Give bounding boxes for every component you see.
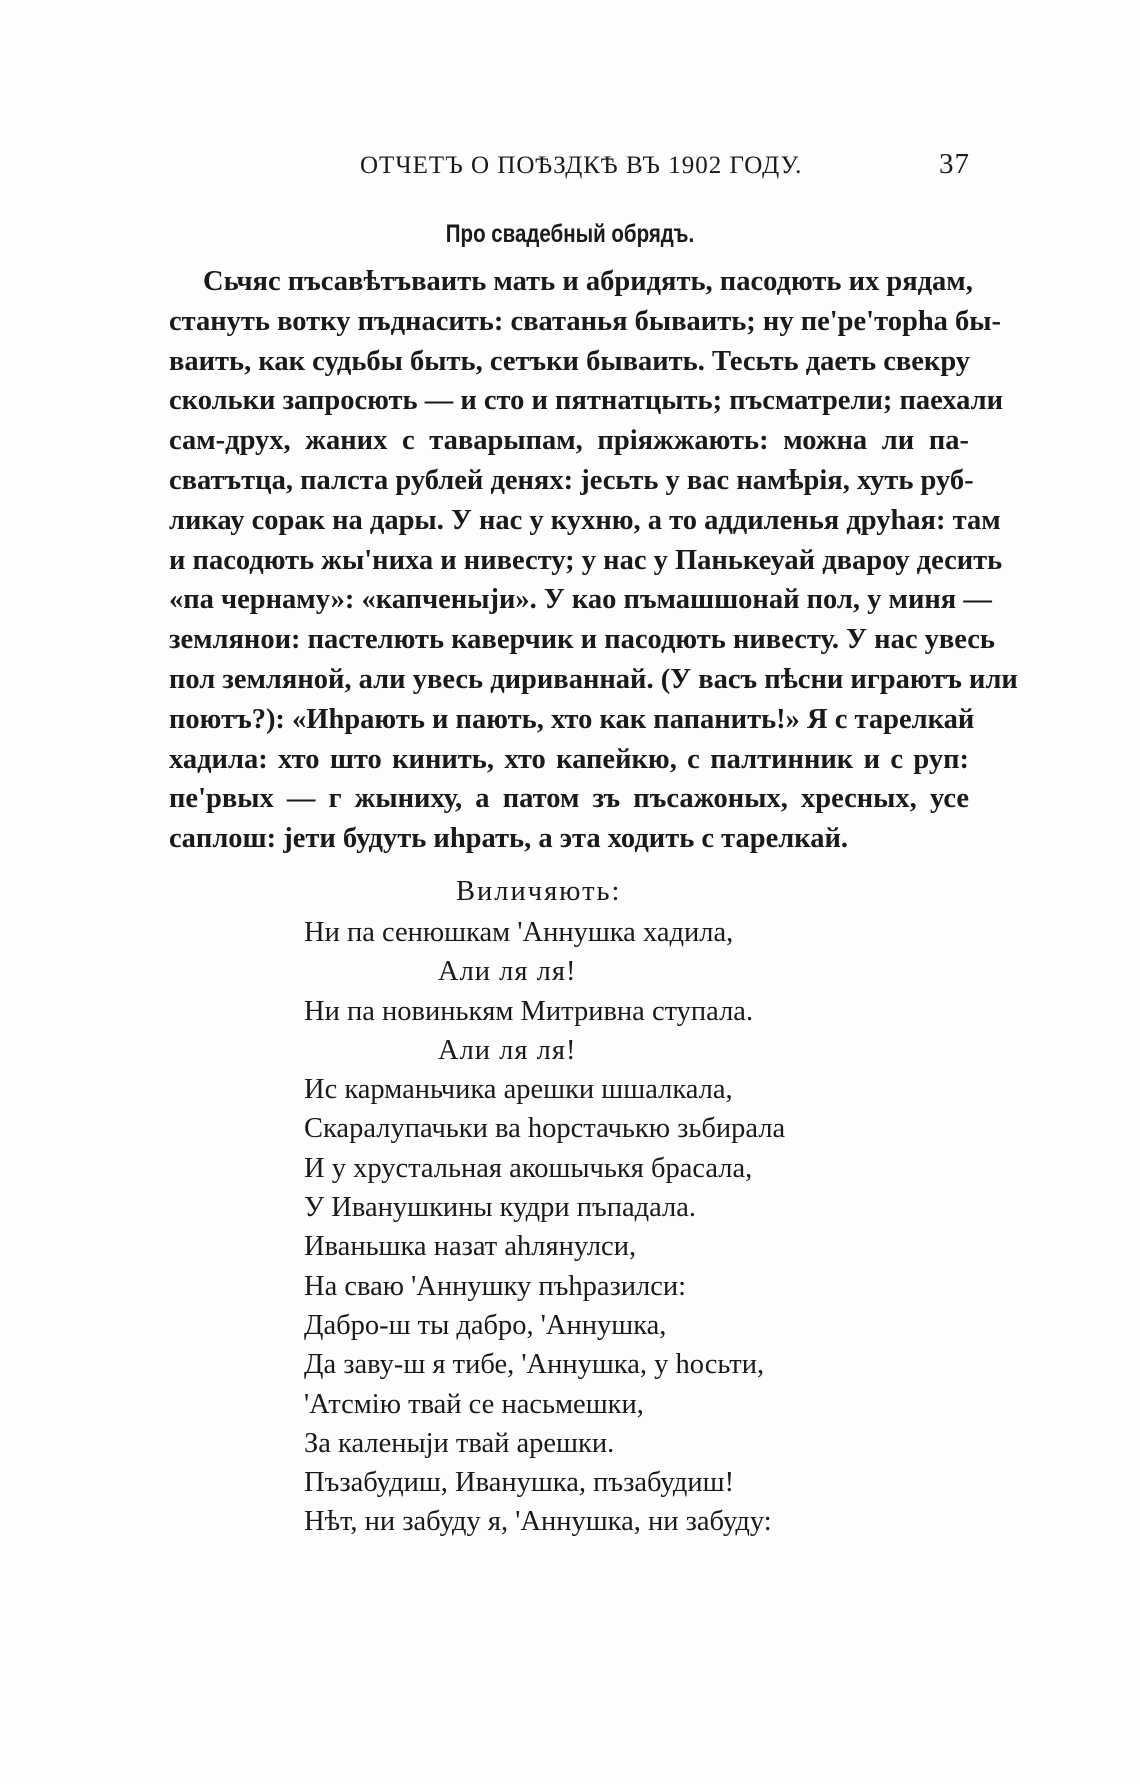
verse-line: Ни па новинькям Митривна ступала.: [304, 995, 754, 1027]
prose-line: сам-друх, жаних с таварыпам, пріяжжають: можна ли па-: [169, 425, 969, 457]
verse-intro: Виличяють:: [456, 876, 622, 907]
verse-line: Скаралупачьки ва hорстачькю зьбирала: [304, 1113, 786, 1145]
verse-line: У Иванушкины кудри пъпадала.: [304, 1192, 697, 1224]
verse-line: На сваю 'Аннушку пъhразилси:: [304, 1270, 687, 1302]
running-title: ОТЧЕТЪ О ПОѢЗДКѢ ВЪ 1902 ГОДУ.: [360, 152, 803, 179]
verse-refrain: Али ля ля!: [438, 956, 577, 988]
verse-line: И у хрустальная акошычькя брасала,: [304, 1152, 753, 1184]
prose-line: Сьчяс пъсавѣтъваить мать и абридять, пасодють их рядам,: [203, 266, 973, 297]
prose-line: хадила: хто што кинить, хто капейкю, с палтинник и с руп:: [169, 743, 969, 775]
prose-line: сватътца, палста рублей денях: jесьть у вас намѣрія, хуть руб-: [169, 464, 974, 496]
verse-line: 'Атсмію твай се насьмешки,: [304, 1388, 644, 1420]
prose-line: сaплош: jети будуть иhрать, а эта ходить с тарелкай.: [169, 823, 849, 855]
verse-line: Пъзабудиш, Иванушка, пъзабудиш!: [304, 1467, 735, 1499]
verse-line: Дабро-ш ты дабро, 'Аннушка,: [304, 1309, 667, 1341]
prose-line: «па чернаму»: «капченыjи». У као пъмашшонай пол, у миня —: [169, 584, 992, 616]
page-number: 37: [939, 148, 970, 180]
prose-line: скольки запросють — и сто и пятнатцыть; пъсматрели; паехали: [169, 385, 1004, 417]
verse-refrain: Али ля ля!: [438, 1034, 577, 1066]
verse-line: Ни па сенюшкам 'Аннушка хадила,: [304, 917, 734, 948]
prose-line: стануть вотку пъднасить: сватанья бываить; ну пе'ре'торhа бы-: [169, 305, 1002, 337]
section-title: Про свадебный обрядъ.: [445, 220, 695, 248]
verse-line: Нѣт, ни забуду я, 'Аннушка, ни забуду:: [304, 1506, 772, 1538]
prose-line: ликау сорак на дары. У нас у кухню, а то аддиленья друhая: там: [169, 504, 1001, 536]
prose-line: пол земляной, али увесь дириваннай. (У васъ пѣсни играютъ или: [169, 663, 1018, 695]
prose-line: землянои: пастелють каверчик и пасодють нивесту. У нас увесь: [169, 624, 995, 656]
prose-paragraph: [169, 262, 1018, 859]
verse-line: Да заву-ш я тибе, 'Аннушка, у hосьти,: [304, 1349, 765, 1381]
prose-line: пе'рвых — г жыниху, а патом зъ пъсажоных, хресных, усе: [169, 783, 969, 815]
verse-line: За каленыjи твай арешки.: [304, 1427, 615, 1459]
verse-block: [304, 913, 964, 1542]
running-head: [170, 148, 970, 188]
prose-line: ваить, как судьбы быть, сетъки бываить. Тесьть даеть свекру: [169, 345, 971, 377]
verse-line: Иваньшка назат аhлянулси,: [304, 1231, 637, 1263]
prose-line: поютъ?): «Иhрають и пають, хто как папанить!» Я с тарелкай: [169, 703, 975, 735]
prose-line: и пасодють жы'ниха и нивесту; у нас у Панькеуай двароу десить: [169, 544, 1003, 576]
verse-line: Ис карманьчика арешки шшалкала,: [304, 1074, 733, 1106]
